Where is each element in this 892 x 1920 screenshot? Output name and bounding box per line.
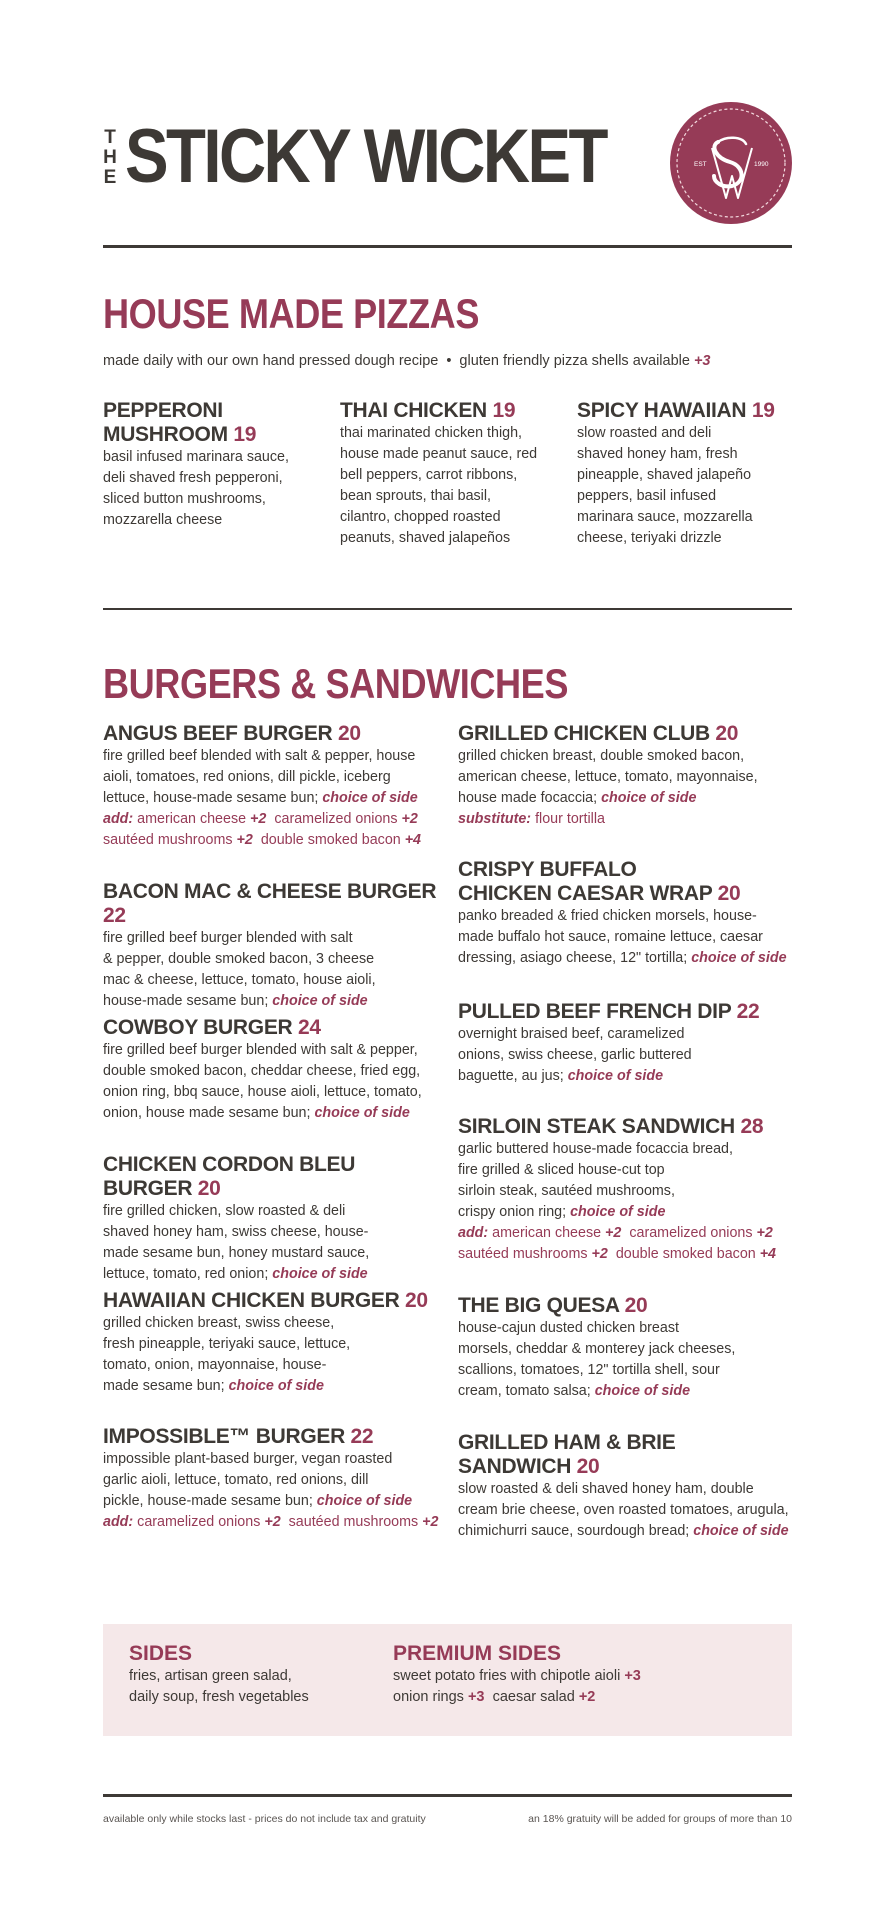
desc-line: cream, tomato salsa; bbox=[458, 1383, 591, 1399]
item-price: 20 bbox=[715, 722, 739, 745]
addon-price: +2 bbox=[401, 811, 418, 827]
choice-of-side: choice of side bbox=[570, 1204, 666, 1220]
addon-price: +2 bbox=[591, 1246, 608, 1262]
choice-of-side: choice of side bbox=[691, 950, 787, 966]
section-title-burgers: BURGERS & SANDWICHES bbox=[103, 660, 569, 707]
item-name bbox=[103, 1153, 443, 1201]
item-name bbox=[458, 1000, 792, 1024]
desc-line: aioli, tomatoes, red onions, dill pickle, iceberg bbox=[103, 769, 391, 785]
item-name-line: MUSHROOM bbox=[103, 423, 228, 446]
desc-line: grilled chicken breast, double smoked bacon, bbox=[458, 748, 745, 764]
menu-item-hawaiian-chicken-burger bbox=[103, 1289, 443, 1397]
item-name-line: SPICY HAWAIIAN bbox=[577, 399, 747, 422]
item-description bbox=[458, 906, 792, 969]
item-name bbox=[458, 1294, 792, 1318]
desc-line: bell peppers, carrot ribbons, bbox=[340, 467, 518, 483]
choice-of-side: choice of side bbox=[567, 1068, 664, 1084]
desc-line: bean sprouts, thai basil, bbox=[340, 488, 492, 504]
addon-price: +4 bbox=[404, 832, 422, 848]
item-name-line: IMPOSSIBLE™ BURGER bbox=[103, 1425, 345, 1448]
add-ons bbox=[103, 830, 443, 851]
header-divider bbox=[103, 245, 792, 248]
premium-side-price: +3 bbox=[467, 1689, 485, 1705]
item-name-line: CHICKEN CAESAR WRAP bbox=[458, 882, 713, 905]
addon-name: sautéed mushrooms bbox=[288, 1514, 419, 1530]
desc-line: tomato, onion, mayonnaise, house- bbox=[103, 1357, 327, 1373]
the-letter: E bbox=[103, 167, 117, 188]
add-ons bbox=[103, 809, 443, 830]
desc-line: cream brie cheese, oven roasted tomatoes, arugula, bbox=[458, 1502, 789, 1518]
desc-line: basil infused marinara sauce, bbox=[103, 449, 289, 465]
addon-price: +2 bbox=[264, 1514, 281, 1530]
the-letter: H bbox=[103, 147, 117, 168]
desc-line: house made peanut sauce, red bbox=[340, 446, 538, 462]
premium-side-name: sweet potato fries with chipotle aioli bbox=[393, 1668, 621, 1684]
gluten-free-note: gluten friendly pizza shells available bbox=[459, 353, 690, 369]
addon-name: sautéed mushrooms bbox=[103, 832, 233, 848]
item-description bbox=[103, 1313, 443, 1397]
add-ons bbox=[458, 1223, 792, 1244]
addon-name: double smoked bacon bbox=[260, 832, 401, 848]
desc-line: fire grilled beef blended with salt & pepper, house bbox=[103, 748, 416, 764]
desc-line: pineapple, shaved jalapeño bbox=[577, 467, 752, 483]
footer-note-left: available only while stocks last - prices do not include tax and gratuity bbox=[103, 1813, 426, 1825]
item-name-line: CHICKEN CORDON BLEU BURGER bbox=[103, 1153, 356, 1200]
choice-of-side: choice of side bbox=[314, 1105, 410, 1121]
desc-line: onions, swiss cheese, garlic buttered bbox=[458, 1047, 692, 1063]
substitute-label: substitute: bbox=[458, 811, 532, 827]
desc-line: made sesame bun, honey mustard sauce, bbox=[103, 1245, 370, 1261]
desc-line: sirloin steak, sautéed mushrooms, bbox=[458, 1183, 675, 1199]
desc-line: mozzarella cheese bbox=[103, 512, 223, 528]
section-title-pizzas: HOUSE MADE PIZZAS bbox=[103, 290, 479, 337]
item-name bbox=[340, 399, 555, 423]
item-description bbox=[458, 1024, 792, 1087]
menu-item-bacon-mac-cheese-burger bbox=[103, 880, 443, 1012]
desc-line: onion ring, bbq sauce, house aioli, lettuce, tomato, bbox=[103, 1084, 422, 1100]
pizza-subtitle bbox=[103, 352, 711, 370]
item-name-line: PEPPERONI bbox=[103, 399, 223, 422]
choice-of-side: choice of side bbox=[272, 993, 368, 1009]
bullet: • bbox=[446, 353, 452, 369]
item-description bbox=[103, 1040, 443, 1124]
sides-line: daily soup, fresh vegetables bbox=[129, 1689, 309, 1705]
item-name bbox=[577, 399, 792, 423]
desc-line: panko breaded & fried chicken morsels, house- bbox=[458, 908, 757, 924]
logo-year: 1990 bbox=[754, 161, 769, 168]
item-price: 20 bbox=[576, 1455, 600, 1478]
sides-box bbox=[103, 1624, 792, 1736]
item-name-line: HAWAIIAN CHICKEN BURGER bbox=[103, 1289, 400, 1312]
item-price: 19 bbox=[492, 399, 516, 422]
item-name bbox=[458, 1115, 792, 1139]
menu-item-pulled-beef-french-dip bbox=[458, 1000, 792, 1087]
addon-name: sautéed mushrooms bbox=[458, 1246, 588, 1262]
desc-line: onion, house made sesame bun; bbox=[103, 1105, 311, 1121]
addon-price: +2 bbox=[605, 1225, 622, 1241]
item-name bbox=[458, 722, 792, 746]
menu-item-spicy-hawaiian bbox=[577, 399, 792, 549]
menu-item-sirloin-steak-sandwich bbox=[458, 1115, 792, 1265]
addon-name: american cheese bbox=[137, 811, 247, 827]
menu-item-grilled-chicken-club bbox=[458, 722, 792, 830]
addon-name: american cheese bbox=[492, 1225, 602, 1241]
footer-note-right: an 18% gratuity will be added for groups of more than 10 bbox=[528, 1813, 792, 1825]
the-vertical-label bbox=[103, 128, 117, 188]
premium-sides-list bbox=[393, 1666, 641, 1708]
desc-line: sliced button mushrooms, bbox=[103, 491, 266, 507]
desc-line: crispy onion ring; bbox=[458, 1204, 567, 1220]
item-price: 22 bbox=[350, 1425, 374, 1448]
sides-column bbox=[129, 1642, 309, 1708]
item-description bbox=[103, 447, 313, 531]
the-letter: T bbox=[104, 127, 116, 148]
item-price: 20 bbox=[405, 1289, 428, 1312]
item-name bbox=[458, 858, 792, 906]
item-name-line: GRILLED CHICKEN CLUB bbox=[458, 722, 710, 745]
item-name-line: SIRLOIN STEAK SANDWICH bbox=[458, 1115, 735, 1138]
premium-side-price: +3 bbox=[624, 1668, 641, 1684]
item-name bbox=[103, 1425, 443, 1449]
desc-line: garlic buttered house-made focaccia bread, bbox=[458, 1141, 733, 1157]
addon-price: +2 bbox=[250, 811, 267, 827]
premium-sides-title: PREMIUM SIDES bbox=[393, 1642, 562, 1665]
menu-item-impossible-burger bbox=[103, 1425, 443, 1533]
desc-line: house-made sesame bun; bbox=[103, 993, 269, 1009]
add-label: add: bbox=[458, 1225, 489, 1241]
menu-item-grilled-ham-brie-sandwich bbox=[458, 1431, 792, 1542]
desc-line: fire grilled chicken, slow roasted & deli bbox=[103, 1203, 346, 1219]
desc-line: cheese, teriyaki drizzle bbox=[577, 530, 722, 546]
item-name bbox=[458, 1431, 792, 1479]
desc-line: fire grilled beef burger blended with salt bbox=[103, 930, 353, 946]
menu-item-angus-beef-burger bbox=[103, 722, 443, 851]
choice-of-side: choice of side bbox=[316, 1493, 413, 1509]
desc-line: double smoked bacon, cheddar cheese, fried egg, bbox=[103, 1063, 421, 1079]
substitute-option bbox=[458, 809, 792, 830]
desc-line: impossible plant-based burger, vegan roasted bbox=[103, 1451, 393, 1467]
desc-line: baguette, au jus; bbox=[458, 1068, 564, 1084]
desc-line: garlic aioli, lettuce, tomato, red onions, dill bbox=[103, 1472, 369, 1488]
item-name bbox=[103, 1289, 443, 1313]
item-price: 19 bbox=[233, 423, 257, 446]
choice-of-side: choice of side bbox=[322, 790, 418, 806]
item-name-line: PULLED BEEF FRENCH DIP bbox=[458, 1000, 732, 1023]
item-description bbox=[458, 1318, 792, 1402]
choice-of-side: choice of side bbox=[228, 1378, 324, 1394]
item-name-line: THE BIG QUESA bbox=[458, 1294, 620, 1317]
item-price: 22 bbox=[736, 1000, 760, 1023]
desc-line: & pepper, double smoked bacon, 3 cheese bbox=[103, 951, 375, 967]
desc-line: scallions, tomatoes, 12" tortilla shell, sour bbox=[458, 1362, 720, 1378]
desc-line: mac & cheese, lettuce, tomato, house aioli, bbox=[103, 972, 376, 988]
addon-name: double smoked bacon bbox=[615, 1246, 756, 1262]
choice-of-side: choice of side bbox=[272, 1266, 368, 1282]
premium-side-price: +2 bbox=[578, 1689, 596, 1705]
desc-line: deli shaved fresh pepperoni, bbox=[103, 470, 283, 486]
choice-of-side: choice of side bbox=[693, 1523, 789, 1539]
item-description bbox=[458, 1139, 792, 1223]
footer-divider bbox=[103, 1794, 792, 1797]
desc-line: dressing, asiago cheese, 12" tortilla; bbox=[458, 950, 688, 966]
desc-line: shaved honey ham, fresh bbox=[577, 446, 738, 462]
addon-price: +4 bbox=[759, 1246, 777, 1262]
desc-line: chimichurri sauce, sourdough bread; bbox=[458, 1523, 690, 1539]
desc-line: lettuce, tomato, red onion; bbox=[103, 1266, 269, 1282]
premium-side-name: caesar salad bbox=[492, 1689, 575, 1705]
desc-line: pickle, house-made sesame bun; bbox=[103, 1493, 313, 1509]
item-name bbox=[103, 399, 313, 447]
item-price: 20 bbox=[197, 1177, 221, 1200]
item-description bbox=[103, 1449, 443, 1512]
desc-line: fire grilled beef burger blended with salt & pepper, bbox=[103, 1042, 418, 1058]
desc-line: overnight braised beef, caramelized bbox=[458, 1026, 685, 1042]
desc-line: made buffalo hot sauce, romaine lettuce, caesar bbox=[458, 929, 763, 945]
item-name-line: THAI CHICKEN bbox=[340, 399, 487, 422]
logo-est: EST bbox=[694, 161, 707, 168]
item-price: 20 bbox=[337, 722, 361, 745]
item-name-line: BACON MAC & CHEESE BURGER bbox=[103, 880, 437, 903]
add-ons bbox=[103, 1512, 443, 1533]
desc-line: fire grilled & sliced house-cut top bbox=[458, 1162, 665, 1178]
add-ons bbox=[458, 1244, 792, 1265]
desc-line: slow roasted and deli bbox=[577, 425, 712, 441]
sides-title: SIDES bbox=[129, 1642, 193, 1665]
desc-line: house made focaccia; bbox=[458, 790, 598, 806]
choice-of-side: choice of side bbox=[601, 790, 697, 806]
item-name-line: CRISPY BUFFALO bbox=[458, 858, 637, 881]
menu-item-pepperoni-mushroom bbox=[103, 399, 313, 531]
desc-line: marinara sauce, mozzarella bbox=[577, 509, 753, 525]
desc-line: american cheese, lettuce, tomato, mayonnaise, bbox=[458, 769, 758, 785]
item-description bbox=[103, 746, 443, 809]
addon-price: +2 bbox=[422, 1514, 439, 1530]
item-description bbox=[577, 423, 792, 549]
menu-header bbox=[103, 98, 792, 238]
item-name-line: ANGUS BEEF BURGER bbox=[103, 722, 333, 745]
gluten-free-price: +3 bbox=[693, 353, 711, 369]
sticky-wicket-logo bbox=[670, 102, 792, 224]
menu-item-cowboy-burger bbox=[103, 1016, 443, 1124]
desc-line: morsels, cheddar & monterey jack cheeses, bbox=[458, 1341, 736, 1357]
desc-line: thai marinated chicken thigh, bbox=[340, 425, 522, 441]
item-price: 28 bbox=[740, 1115, 764, 1138]
premium-side-name: onion rings bbox=[393, 1689, 464, 1705]
sides-list bbox=[129, 1666, 309, 1708]
item-description bbox=[458, 746, 792, 809]
item-name bbox=[103, 1016, 443, 1040]
desc-line: grilled chicken breast, swiss cheese, bbox=[103, 1315, 335, 1331]
item-description bbox=[103, 928, 443, 1012]
substitute-name: flour tortilla bbox=[535, 811, 605, 827]
add-label: add: bbox=[103, 1514, 134, 1530]
menu-item-thai-chicken bbox=[340, 399, 555, 549]
desc-line: slow roasted & deli shaved honey ham, double bbox=[458, 1481, 754, 1497]
item-description bbox=[458, 1479, 792, 1542]
restaurant-name: STICKY WICKET bbox=[125, 114, 606, 199]
add-label: add: bbox=[103, 811, 134, 827]
desc-line: cilantro, chopped roasted bbox=[340, 509, 501, 525]
addon-price: +2 bbox=[756, 1225, 773, 1241]
item-price: 19 bbox=[751, 399, 775, 422]
item-name-line: GRILLED HAM & BRIE SANDWICH bbox=[458, 1431, 676, 1478]
desc-line: made sesame bun; bbox=[103, 1378, 225, 1394]
desc-line: house-cajun dusted chicken breast bbox=[458, 1320, 679, 1336]
addon-name: caramelized onions bbox=[629, 1225, 753, 1241]
addon-price: +2 bbox=[236, 832, 253, 848]
pizza-divider bbox=[103, 608, 792, 610]
item-name bbox=[103, 880, 443, 928]
menu-item-crispy-buffalo-chicken-caesar-wrap bbox=[458, 858, 792, 969]
menu-item-the-big-quesa bbox=[458, 1294, 792, 1402]
desc-line: lettuce, house-made sesame bun; bbox=[103, 790, 319, 806]
choice-of-side: choice of side bbox=[594, 1383, 691, 1399]
addon-name: caramelized onions bbox=[137, 1514, 261, 1530]
desc-line: shaved honey ham, swiss cheese, house- bbox=[103, 1224, 369, 1240]
item-price: 20 bbox=[717, 882, 741, 905]
desc-line: peanuts, shaved jalapeños bbox=[340, 530, 511, 546]
item-description bbox=[103, 1201, 443, 1285]
item-price: 24 bbox=[297, 1016, 321, 1039]
premium-sides-column bbox=[393, 1642, 641, 1708]
pizza-subtitle-text: made daily with our own hand pressed dough recipe bbox=[103, 353, 439, 369]
desc-line: fresh pineapple, teriyaki sauce, lettuce, bbox=[103, 1336, 351, 1352]
item-name bbox=[103, 722, 443, 746]
item-name-line: COWBOY BURGER bbox=[103, 1016, 293, 1039]
item-price: 20 bbox=[624, 1294, 648, 1317]
menu-item-chicken-cordon-bleu-burger bbox=[103, 1153, 443, 1285]
item-description bbox=[340, 423, 555, 549]
sides-line: fries, artisan green salad, bbox=[129, 1668, 292, 1684]
item-price: 22 bbox=[103, 904, 126, 927]
desc-line: peppers, basil infused bbox=[577, 488, 717, 504]
addon-name: caramelized onions bbox=[274, 811, 398, 827]
